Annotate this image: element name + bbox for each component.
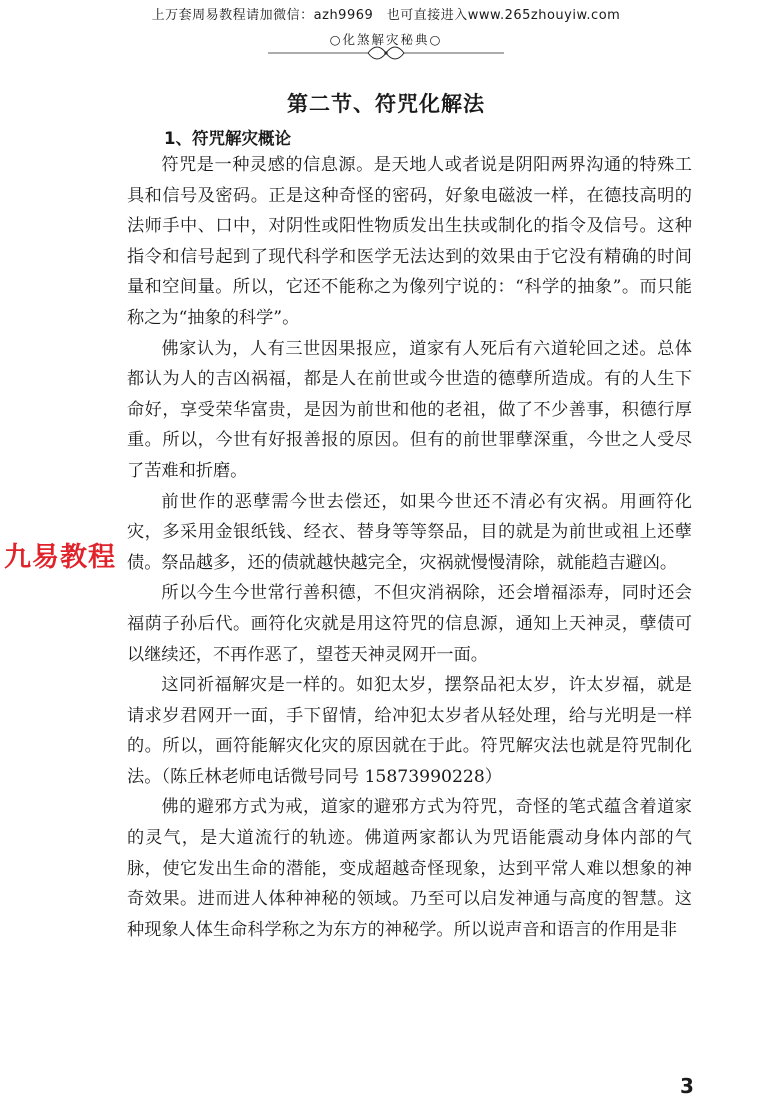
paragraph-5: 这同祈福解灾是一样的。如犯太岁，摆祭品祀太岁，许太岁福，就是请求岁君网开一面，手下留情，给冲犯太岁者从轻处理，给与光明是一样的。所以，画符能解灾化灾的原因就在于此。符咒解灾法也就是符咒制化法。（陈丘林老师电话微号同号 15873990228） (127, 675, 692, 787)
section-title: 第二节、符咒化解法 (287, 92, 485, 116)
paragraph-3: 前世作的恶孽需今世去偿还，如果今世还不清必有灾祸。用画符化灾，多采用金银纸钱、经衣、替身等等祭品，目的就是为前世或祖上还孽债。祭品越多，还的债就越快越完全，灾祸就慢慢清除，就能趋吉避凶。 (127, 491, 692, 573)
header-ornament (268, 44, 504, 62)
paragraph-6: 佛的避邪方式为戒，道家的避邪方式为符咒，奇怪的笔式蕴含着道家的灵气，是大道流行的轨迹。佛道两家都认为咒语能震动身体内部的气脉，使它发出生命的潜能，变成超越奇怪现象，达到平常人难以想象的神奇效果。进而进人体种神秘的领域。乃至可以启发神通与高度的智慧。这种现象人体生命科学称之为东方的神秘学。所以说声音和语言的作用是非 (127, 797, 692, 940)
watermark: 九易教程 (4, 542, 116, 573)
page-number: 3 (680, 1074, 694, 1098)
subsection-title: 1、符咒解灾概论 (164, 129, 291, 148)
paragraph-2: 佛家认为，人有三世因果报应，道家有人死后有六道轮回之述。总体都认为人的吉凶祸福，都是人在前世或今世造的德孽所造成。有的人生下命好，享受荣华富贵，是因为前世和他的老祖，做了不少善事，积德行厚重。所以，今世有好报善报的原因。但有的前世罪孽深重，今世之人受尽了苦难和折磨。 (127, 338, 692, 481)
running-header: ○化煞解灾秘典○ (329, 32, 443, 47)
paragraph-4: 所以今生今世常行善积德，不但灾消祸除，还会增福添寿，同时还会福荫子孙后代。画符化灾就是用这符咒的信息源，通知上天神灵，孽债可以继续还，不再作恶了，望苍天神灵网开一面。 (127, 583, 692, 665)
body-text (127, 150, 692, 945)
paragraph-1: 符咒是一种灵感的信息源。是天地人或者说是阴阳两界沟通的特殊工具和信号及密码。正是这种奇怪的密码，好象电磁波一样，在德技高明的法师手中、口中，对阴性或阳性物质发出生扶或制化的指令及信号。这种指令和信号起到了现代科学和医学无法达到的效果由于它没有精确的时间量和空间量。所以，它还不能称之为像列宁说的：“科学的抽象”。而只能称之为“抽象的科学”。 (127, 155, 692, 328)
top-banner: 上万套周易教程请加微信：azh9969 也可直接进入www.265zhouyiw.com (151, 8, 621, 23)
